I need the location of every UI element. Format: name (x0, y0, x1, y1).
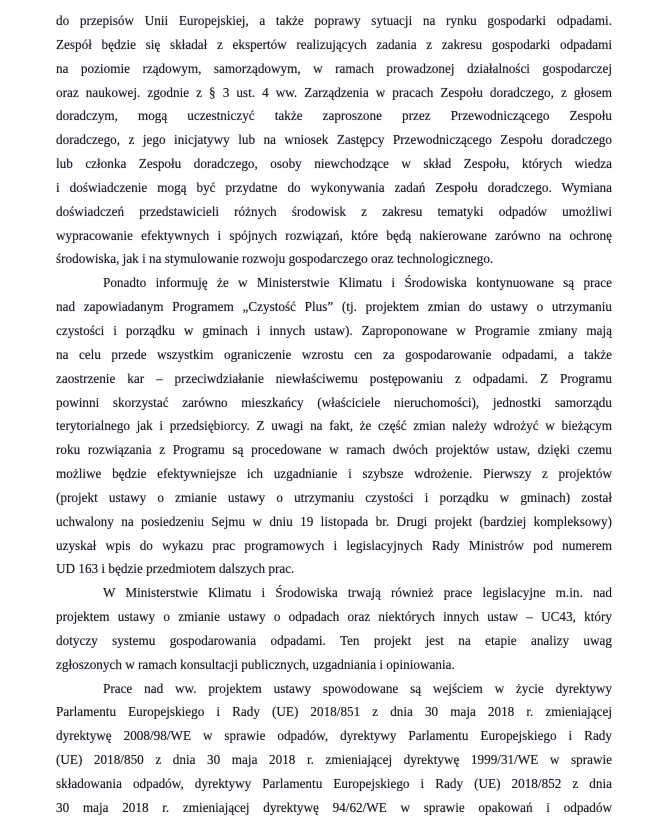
text-line: 30 maja 2018 r. zmieniającej dyrektywę 94/62/WE w sprawie opakowań i odpadów (56, 799, 612, 815)
text-line: dotyczy systemu gospodarowania odpadami. Ten projekt jest na etapie analizy uwag (56, 632, 612, 648)
text-line: dyrektywę 2008/98/WE w sprawie odpadów, dyrektywy Parlamentu Europejskiego i Rady (56, 728, 612, 744)
text-line: projektem ustawy o zmianie ustawy o odpadach oraz niektórych innych ustaw – UC43, który (56, 609, 612, 625)
text-line: terytorialnego jak i przedsiębiorcy. Z uwagi na fakt, że część zmian należy wdrożyć w bieżącym (56, 418, 612, 434)
text-line: uchwalony na posiedzeniu Sejmu w dniu 19 listopada br. Drugi projekt (bardziej kompleksowy) (56, 513, 612, 529)
text-line: Ponadto informuję że w Ministerstwie Klimatu i Środowiska kontynuowane są prace (103, 275, 612, 291)
text-line: na poziomie rządowym, samorządowym, w ramach prowadzonej działalności gospodarczej (56, 60, 612, 76)
text-line: (UE) 2018/850 z dnia 30 maja 2018 r. zmieniającej dyrektywę 1999/31/WE w sprawie (56, 752, 612, 768)
text-line: na celu przede wszystkim ograniczenie wzrostu cen za gospodarowanie odpadami, a także (56, 346, 612, 362)
text-line: do przepisów Unii Europejskiej, a także poprawy sytuacji na rynku gospodarki odpadami. (56, 13, 612, 28)
text-line: zaostrzenie kar – przeciwdziałanie niewłaściwemu postępowaniu z odpadami. Z Programu (56, 370, 612, 386)
paragraph (56, 581, 612, 676)
text-line: Parlamentu Europejskiego i Rady (UE) 2018/851 z dnia 30 maja 2018 r. zmieniającej (56, 704, 612, 720)
paragraph (56, 9, 612, 271)
text-line: Prace nad ww. projektem ustawy spowodowane są wejściem w życie dyrektywy (103, 680, 612, 696)
text-line: i doświadczenie mogą być przydatne do wykonywania zadań Zespołu doradczego. Wymiana (56, 179, 612, 195)
text-line: uzyskał wpis do wykazu prac programowych i legislacyjnych Rady Ministrów pod numerem (56, 537, 612, 553)
text-line: powinni skorzystać zarówno mieszkańcy (właściciele nieruchomości), jednostki samorządu (56, 394, 612, 410)
text-line: nad zapowiadanym Programem „Czystość Plus” (tj. projektem zmian do ustawy o utrzymaniu (56, 299, 612, 315)
text-line: Zespół będzie się składał z ekspertów realizujących zadania z zakresu gospodarki odpadami (56, 36, 612, 52)
document-body (56, 9, 612, 820)
text-line: wypracowanie efektywnych i spójnych rozwiązań, które będą nakierowane zarówno na ochronę (56, 227, 612, 243)
paragraph (56, 271, 612, 581)
text-line: lub członka Zespołu doradczego, osoby niewchodzące w skład Zespołu, których wiedza (56, 156, 612, 172)
text-line: UD 163 i będzie przedmiotem dalszych prac. (56, 561, 295, 577)
text-line: (projekt ustawy o zmianie ustawy o utrzymaniu czystości i porządku w gminach) został (56, 489, 612, 505)
text-line: zgłoszonych w ramach konsultacji publicznych, uzgadniania i opiniowania. (56, 656, 455, 672)
paragraph (56, 677, 612, 820)
text-line: doświadczeń przedstawicieli różnych środowisk z zakresu tematyki odpadów umożliwi (56, 203, 612, 219)
text-line: czystości i porządku w gminach i innych ustaw). Zaproponowane w Programie zmiany mają (56, 322, 612, 338)
text-line: doradczego, z jego inicjatywy lub na wniosek Zastępcy Przewodniczącego Zespołu doradczego (56, 132, 612, 148)
text-line: W Ministerstwie Klimatu i Środowiska trwają również prace legislacyjne m.in. nad (103, 585, 612, 601)
text-line: roku rozwiązania z Programu są procedowane w ramach dwóch projektów ustaw, dzięki czemu (56, 442, 612, 458)
text-line: składowania odpadów, dyrektywy Parlamentu Europejskiego i Rady (UE) 2018/852 z dnia (56, 776, 612, 791)
text-line: możliwe będzie efektywniejsze ich uzgadnianie i szybsze wdrożenie. Pierwszy z projektów (56, 466, 612, 482)
text-line: doradczym, mogą uczestniczyć także zaproszone przez Przewodniczącego Zespołu (56, 108, 612, 124)
text-line: środowiska, jak i na stymulowanie rozwoju gospodarczego oraz technologicznego. (56, 251, 494, 267)
text-line: oraz naukowej. zgodnie z § 3 ust. 4 ww. Zarządzenia w pracach Zespołu doradczego, z głosem (56, 84, 612, 100)
